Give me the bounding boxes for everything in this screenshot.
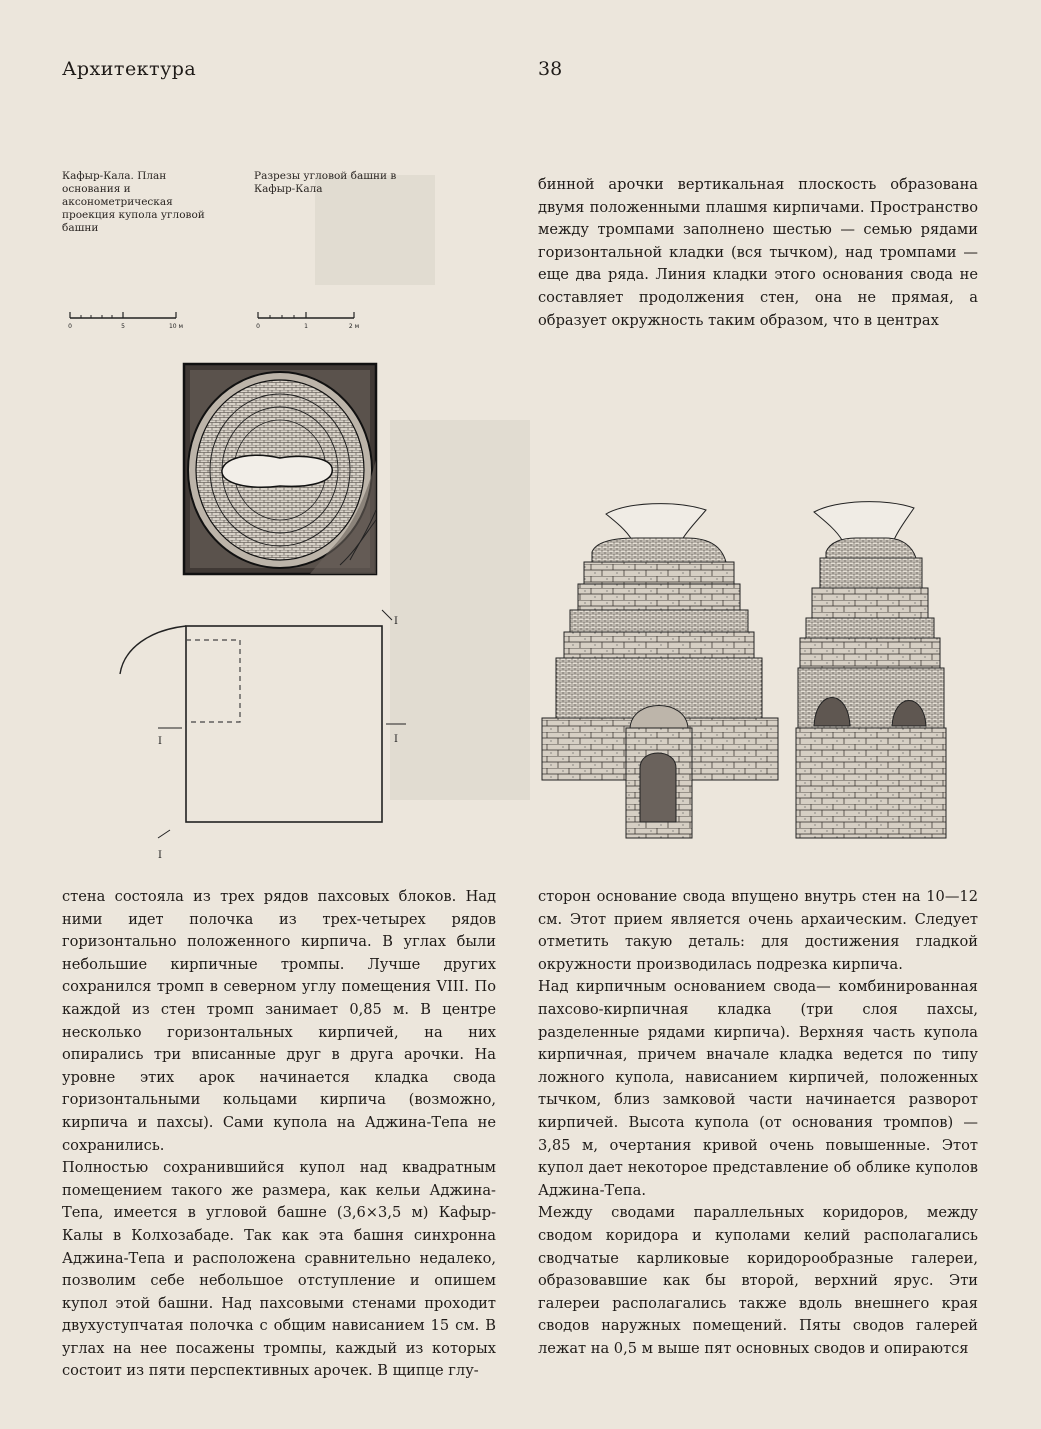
figure-caption-plan: Кафыр-Кала. План основания и аксонометрическая проекция купола угловой башни: [62, 170, 205, 234]
bleed-through-shade: [390, 420, 530, 800]
scale-tick-label: 0: [68, 323, 72, 330]
section-right: [796, 502, 946, 838]
paragraph: сторон основание свода впущено внутрь стен на 10—12 см. Этот прием является очень архаическим. Следует отметить такую деталь: для достижения гладкой окружности производилась подрезка кирпича.: [538, 888, 978, 973]
section-mark-right: I: [394, 734, 398, 745]
tower-plan-outline: [110, 600, 410, 870]
scale-bar-sections: [250, 306, 370, 332]
scale-tick-label: 5: [121, 323, 125, 330]
section-mark-left: I: [158, 736, 162, 747]
paragraph: Полностью сохранившийся купол над квадратным помещением такого же размера, как кельи Аджина-Тепа, имеется в угловой башне (3,6×3,5 м) Кафыр-Калы в Колхозабаде. Так как эта башня синхронна Аджина-Тепа и расположена сравнительно недалеко, позволим себе небольшое отступление и опишем купол этой башни. Над пахсовыми стенами проходит двухуступчатая полочка с общим нависанием 15 см. В углах на нее посажены тромпы, каждый из которых состоит из пяти перспективных арочек. В щипце глу-: [62, 1159, 496, 1380]
paragraph: Над кирпичным основанием свода— комбинированная пахсово-кирпичная кладка (три слоя пахсы, разделенные рядами кирпича). Верхняя часть купола кирпичная, причем вначале кладка ведется по типу ложного купола, нависанием кирпичей, положенных тычком, близ замковой части начинается разворот кирпичей. Высота купола (от основания тромпов) — 3,85 м, очертания кривой очень повышенные. Этот купол дает некоторое представление об облике куполов Аджина-Тепа.: [538, 978, 978, 1199]
scale-tick-label: 10 м: [168, 323, 184, 330]
scale-tick-label: 2 м: [348, 323, 360, 330]
scale-bar-plan: [62, 306, 192, 332]
paragraph: стена состояла из трех рядов пахсовых блоков. Над ними идет полочка из трех-четырех рядов горизонтально положенного кирпича. В углах были небольшие кирпичные тромпы. Лучше других сохранился тромп в северном углу помещения VIII. По каждой из стен тромп занимает 0,85 м. В центре несколько горизонтальных кирпичей, на них опирались три вписанные друг в друга арочки. На уровне этих арок начинается кладка свода горизонтальными кольцами кирпича (возможно, кирпича и пахсы). Сами купола на Аджина-Тепа не сохранились.: [62, 888, 496, 1154]
scale-tick-label: 1: [304, 323, 308, 330]
figure-caption-sections: Разрезы угловой башни в Кафыр-Кала: [254, 170, 397, 195]
section-left: [542, 504, 778, 838]
section-mark-bottom: I: [158, 850, 162, 861]
text-column-right-bottom: [538, 886, 978, 1360]
paragraph: Между сводами параллельных коридоров, между сводом коридора и куполами келий располагались сводчатые карликовые коридорообразные галереи, образовавшие как бы второй, верхний ярус. Эти галереи располагались также вдоль внешнего края сводов наружных помещений. Пяты сводов галерей лежат на 0,5 м выше пят основных сводов и опираются: [538, 1204, 978, 1357]
page-number: 38: [538, 58, 563, 80]
tower-sections-drawing: [536, 492, 986, 852]
text-column-right-top: [538, 174, 978, 332]
dome-axonometric-drawing: [180, 360, 400, 582]
scale-tick-label: 0: [256, 323, 260, 330]
running-header-section: Архитектура: [62, 58, 197, 80]
text-column-left-bottom: [62, 886, 496, 1383]
paragraph: бинной арочки вертикальная плоскость образована двумя положенными плашмя кирпичами. Пространство между тромпами заполнено шестью — семью рядами горизонтальной кладки (вся тычком), над тромпами — еще два ряда. Линия кладки этого основания свода не составляет продолжения стен, она не прямая, а образует окружность таким образом, что в центрах: [538, 176, 978, 329]
section-mark-top: I: [394, 616, 398, 627]
